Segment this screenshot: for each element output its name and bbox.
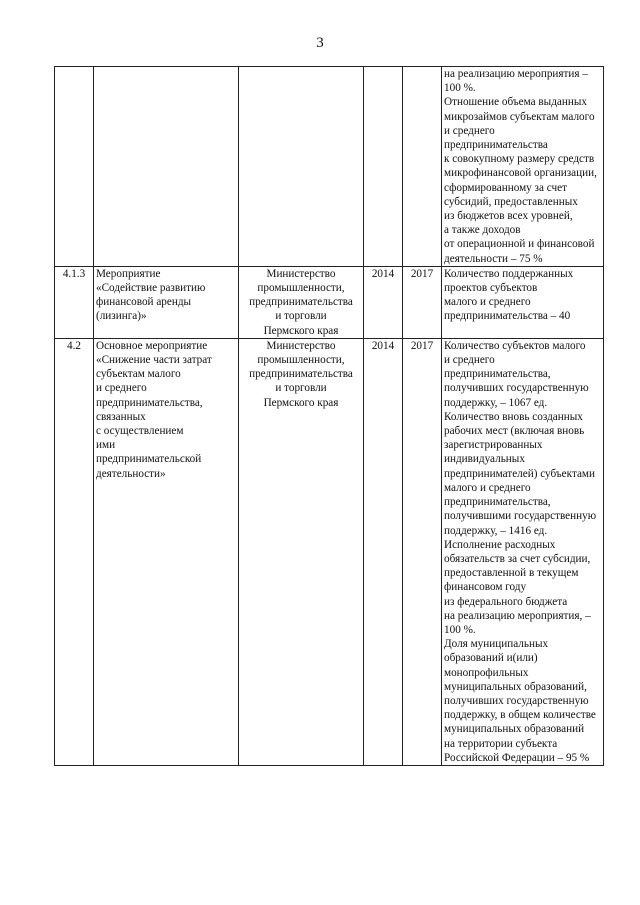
cell-line: поддержку, – 1067 ед. xyxy=(444,396,548,409)
cell-line: связанных xyxy=(96,410,146,423)
cell-line: с осуществлением xyxy=(96,425,184,438)
cell-line: Отношение объема выданных xyxy=(444,96,587,109)
cell-line: Министерство xyxy=(266,339,336,352)
start-year-cell xyxy=(364,67,403,267)
cell-line: ими xyxy=(96,439,116,452)
cell-line: муниципальных образований xyxy=(444,723,585,736)
cell-line: деятельности – 75 % xyxy=(444,252,543,265)
cell-line: Мероприятие xyxy=(96,267,161,280)
activity-name-cell xyxy=(94,67,239,267)
cell-line: промышленности, xyxy=(257,282,345,295)
cell-line: «Снижение части затрат xyxy=(96,354,212,367)
cell-line: финансовой аренды xyxy=(96,296,192,309)
cell-line: на реализацию мероприятия – xyxy=(444,68,588,80)
cell-line: предоставленной в текущем xyxy=(444,567,579,580)
cell-line: на территории субъекта xyxy=(444,737,558,750)
cell-line: предпринимательства xyxy=(249,368,353,381)
cell-line: Исполнение расходных xyxy=(444,538,556,551)
cell-line: Основное мероприятие xyxy=(96,339,208,352)
page-number: 3 xyxy=(316,35,324,51)
cell-line: проектов субъектов xyxy=(444,282,538,295)
cell-line: Количество вновь созданных xyxy=(444,410,583,423)
cell-line: деятельности» xyxy=(96,467,166,480)
cell-line: и торговли xyxy=(275,310,327,323)
cell-line: и среднего xyxy=(96,382,147,395)
cell-line: 100 %. xyxy=(444,623,476,636)
cell-line: получивших государственную xyxy=(444,694,589,707)
cell-line: предпринимательства, xyxy=(444,496,551,509)
end-year-cell: 2017 xyxy=(403,338,442,765)
cell-line: и среднего xyxy=(444,354,495,367)
cell-line: из бюджетов всех уровней, xyxy=(444,210,573,223)
table-row xyxy=(55,67,604,267)
cell-line: монопрофильных xyxy=(444,666,529,679)
executor-cell xyxy=(239,67,364,267)
cell-line: и торговли xyxy=(275,382,327,395)
cell-line: финансовом году xyxy=(444,581,527,594)
cell-line: и среднего xyxy=(444,124,495,137)
cell-line: индивидуальных xyxy=(444,453,525,466)
indicator-cell xyxy=(442,266,604,338)
cell-line: Министерство xyxy=(266,267,336,280)
cell-line: предпринимательства, xyxy=(444,368,551,381)
cell-line: образований и(или) xyxy=(444,652,538,665)
row-number-cell: 4.1.3 xyxy=(55,266,94,338)
cell-line: получивших государственную xyxy=(444,382,589,395)
indicator-cell xyxy=(442,67,604,267)
end-year-cell: 2017 xyxy=(403,266,442,338)
cell-line: предпринимательства xyxy=(249,296,353,309)
cell-line: предпринимательской xyxy=(96,453,202,466)
cell-line: Доля муниципальных xyxy=(444,638,549,651)
executor-cell xyxy=(239,266,364,338)
cell-line: получившими государственную xyxy=(444,510,597,523)
cell-line: Пермского края xyxy=(263,324,339,337)
cell-line: промышленности, xyxy=(257,354,345,367)
indicator-cell xyxy=(442,338,604,765)
cell-line: сформированному за счет xyxy=(444,181,567,194)
cell-line: зарегистрированных xyxy=(444,439,543,452)
cell-line: малого и среднего xyxy=(444,481,531,494)
cell-line: предпринимательства – 40 xyxy=(444,310,571,323)
start-year-cell: 2014 xyxy=(364,338,403,765)
cell-line: субсидий, предоставленных xyxy=(444,195,578,208)
row-number-cell xyxy=(55,67,94,267)
cell-line: (лизинга)» xyxy=(96,310,147,323)
end-year-cell xyxy=(403,67,442,267)
cell-line: на реализацию мероприятия, – xyxy=(444,609,591,622)
cell-line: 100 %. xyxy=(444,82,476,95)
cell-line: а также доходов xyxy=(444,224,521,237)
activity-name-cell xyxy=(94,338,239,765)
cell-line: от операционной и финансовой xyxy=(444,238,595,251)
cell-line: «Содействие развитию xyxy=(96,282,206,295)
cell-line: из федерального бюджета xyxy=(444,595,568,608)
cell-line: поддержку, в общем количестве xyxy=(444,709,596,722)
cell-line: к совокупному размеру средств xyxy=(444,153,595,166)
row-number-cell: 4.2 xyxy=(55,338,94,765)
cell-line: обязательств за счет субсидии, xyxy=(444,552,591,565)
cell-line: предпринимательства xyxy=(444,139,548,152)
table-row xyxy=(55,338,604,765)
table-row xyxy=(55,266,604,338)
cell-line: Российской Федерации – 95 % xyxy=(444,751,590,764)
executor-cell xyxy=(239,338,364,765)
cell-line: рабочих мест (включая вновь xyxy=(444,425,585,438)
cell-line: микрозаймов субъектам малого xyxy=(444,110,595,123)
cell-line: поддержку, – 1416 ед. xyxy=(444,524,548,537)
cell-line: малого и среднего xyxy=(444,296,531,309)
program-table xyxy=(54,66,604,766)
cell-line: микрофинансовой организации, xyxy=(444,167,597,180)
start-year-cell: 2014 xyxy=(364,266,403,338)
cell-line: предпринимательства, xyxy=(96,396,203,409)
cell-line: субъектам малого xyxy=(96,368,181,381)
activity-name-cell xyxy=(94,266,239,338)
cell-line: предпринимателей) субъектами xyxy=(444,467,595,480)
cell-line: Пермского края xyxy=(263,396,339,409)
cell-line: Количество поддержанных xyxy=(444,267,574,280)
cell-line: муниципальных образований, xyxy=(444,680,587,693)
cell-line: Количество субъектов малого xyxy=(444,339,586,352)
